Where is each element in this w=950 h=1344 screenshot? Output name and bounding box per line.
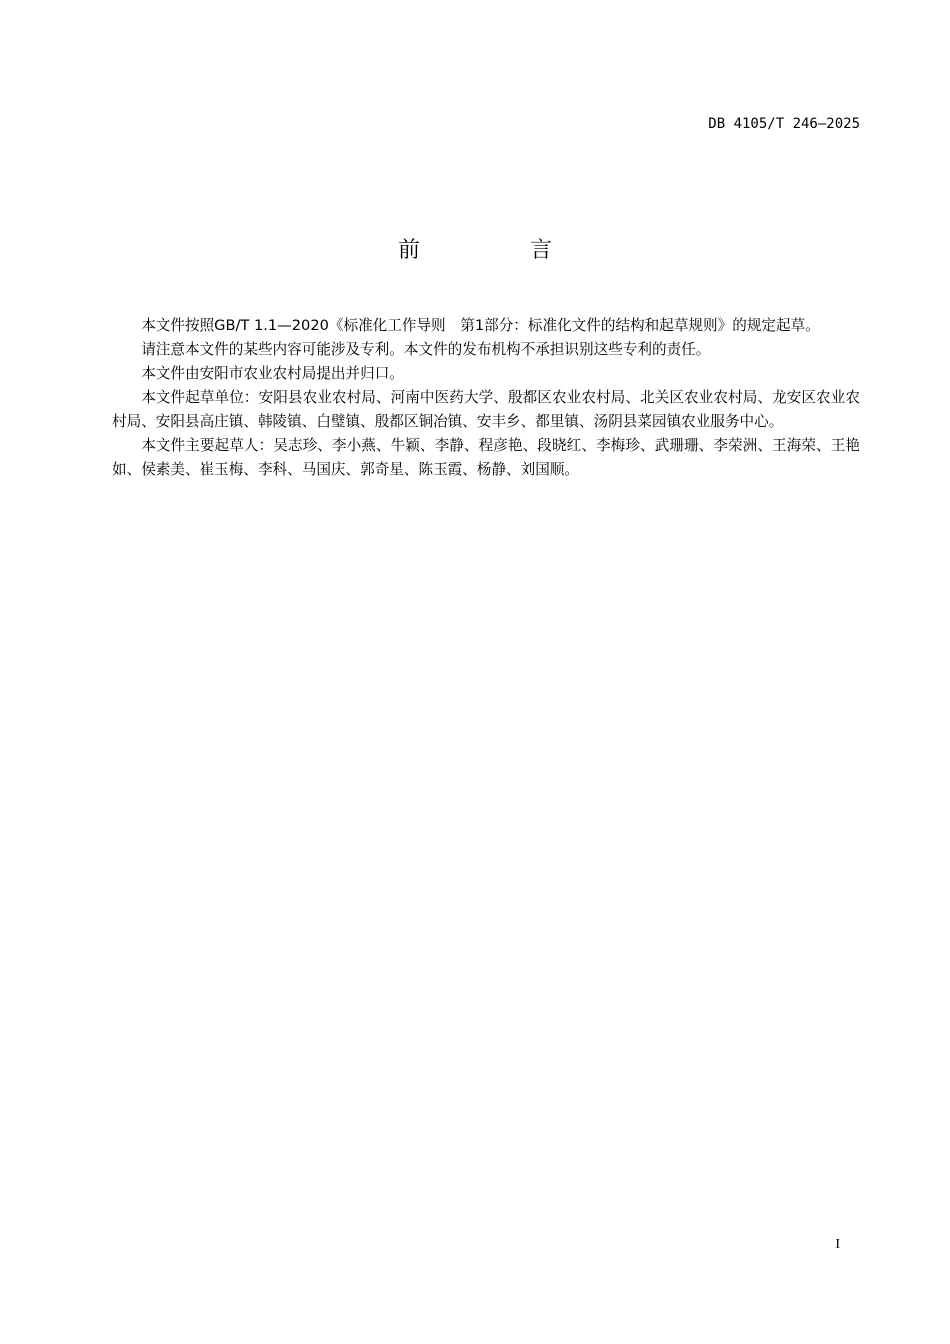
page-number: I (835, 1237, 840, 1252)
paragraph-drafters: 本文件主要起草人：吴志珍、李小燕、牛颖、李静、程彦艳、段晓红、李梅珍、武珊珊、李荣洲、王海荣、王艳如、侯素美、崔玉梅、李科、马国庆、郭奇星、陈玉霞、杨静、刘国顺。 (112, 437, 860, 478)
paragraph-patent-notice: 请注意本文件的某些内容可能涉及专利。本文件的发布机构不承担识别这些专利的责任。 (141, 341, 711, 358)
paragraph-proposer: 本文件由安阳市农业农村局提出并归口。 (141, 365, 404, 382)
foreword-body (112, 314, 860, 482)
page-title: 前 言 (397, 238, 596, 263)
document-code: DB 4105/T 246—2025 (708, 116, 860, 132)
paragraph-drafting-rules: 本文件按照GB/T 1.1—2020《标准化工作导则 第1部分：标准化文件的结构和起草规则》的规定起草。 (141, 317, 820, 334)
paragraph-drafting-units: 本文件起草单位：安阳县农业农村局、河南中医药大学、殷都区农业农村局、北关区农业农村局、龙安区农业农村局、安阳县高庄镇、韩陵镇、白璧镇、殷都区铜冶镇、安丰乡、都里镇、汤阴县菜园镇农业服务中心。 (112, 389, 860, 430)
